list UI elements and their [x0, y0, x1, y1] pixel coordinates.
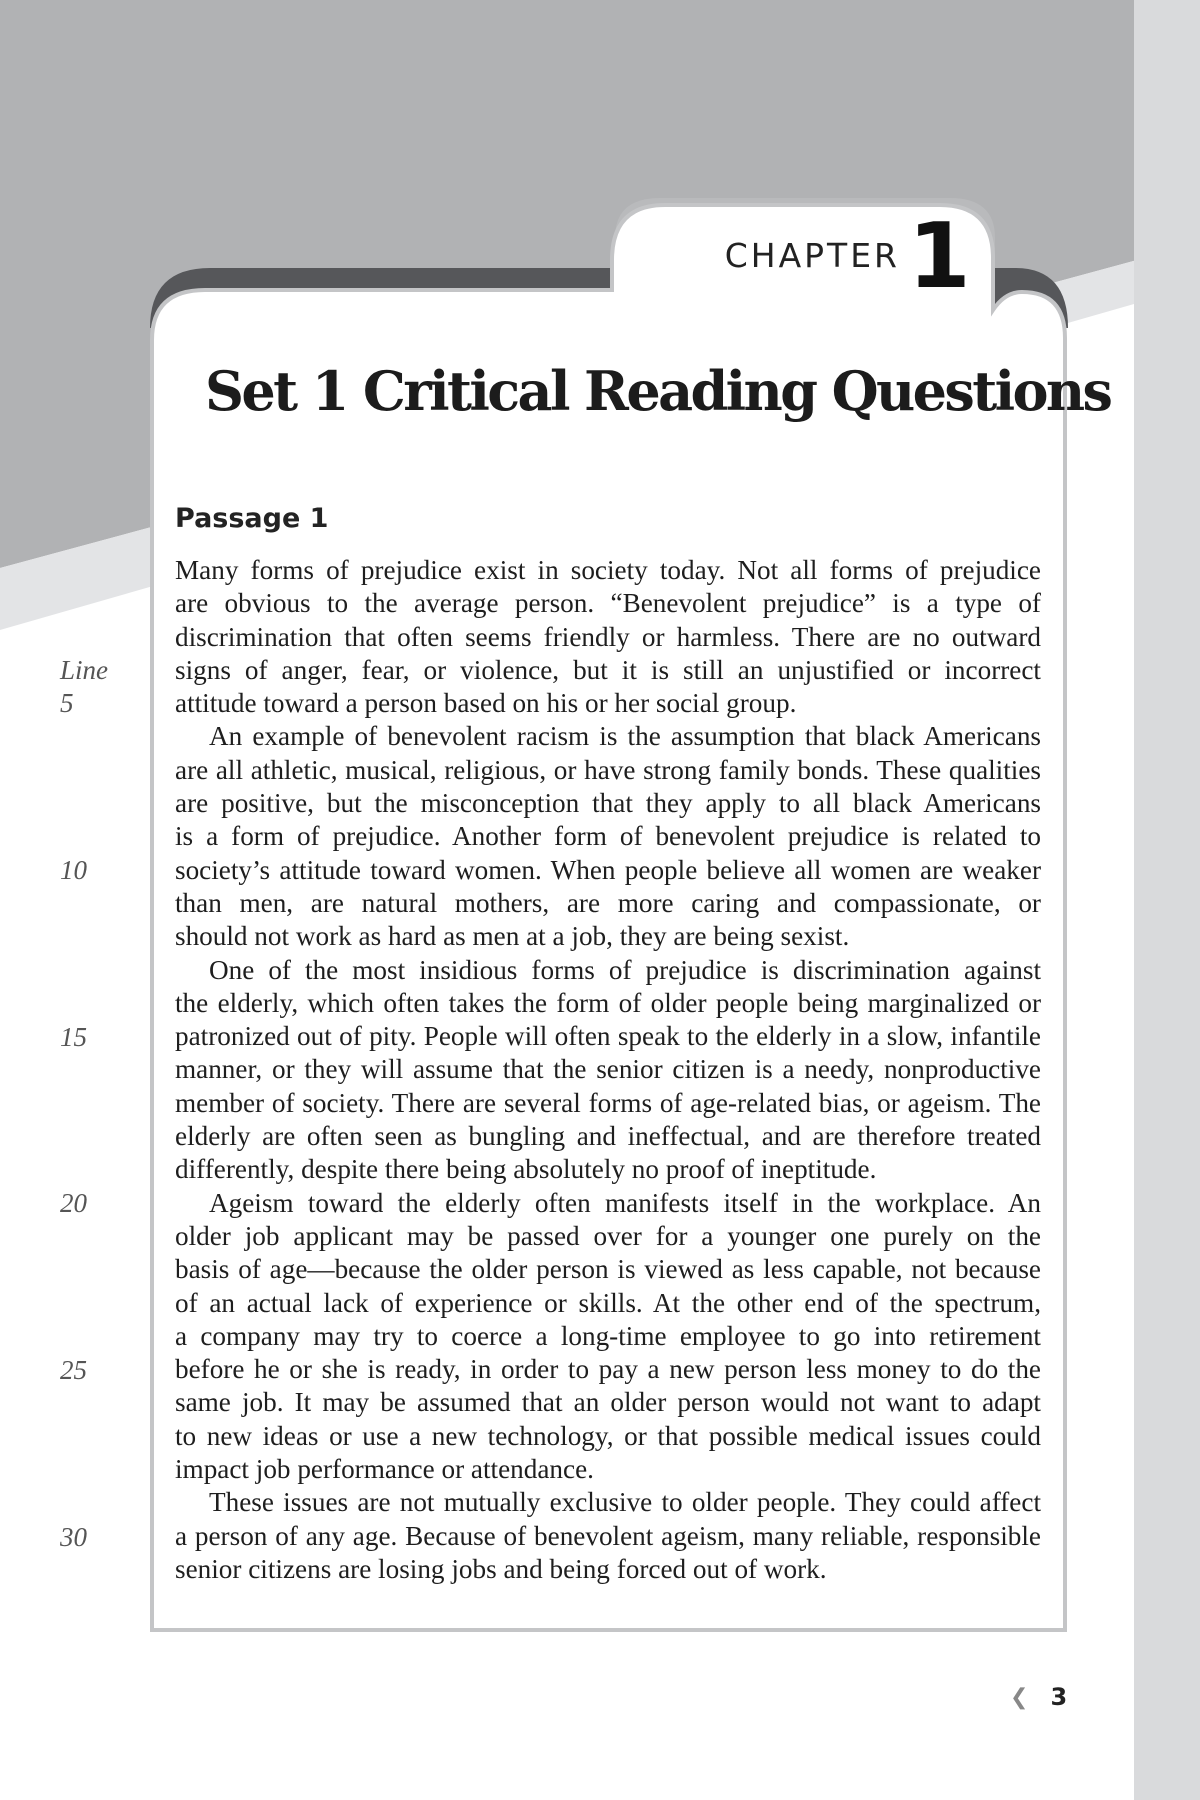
passage-line: attitude toward a person based on his or her social group. — [175, 688, 797, 719]
passage-line: basis of age—because the older person is viewed as less capable, not because — [175, 1254, 1041, 1285]
passage-line: are positive, but the misconception that they apply to all black Americans — [175, 788, 1041, 819]
passage-line: One of the most insidious forms of prejudice is discrimination against — [209, 954, 1041, 985]
passage-line: older job applicant may be passed over for a younger one purely on the — [175, 1220, 1041, 1251]
passage-line: impact job performance or attendance. — [175, 1454, 594, 1485]
line-number: 10 — [60, 855, 87, 885]
passage-text — [175, 554, 1041, 1586]
passage-heading: Passage 1 — [175, 503, 329, 534]
passage-line: These issues are not mutually exclusive to older people. They could affect — [209, 1487, 1041, 1518]
passage-line: manner, or they will assume that the senior citizen is a needy, nonproductive — [175, 1054, 1041, 1085]
passage-line: senior citizens are losing jobs and being forced out of work. — [175, 1553, 827, 1584]
passage-line: Many forms of prejudice exist in society today. Not all forms of prejudice — [175, 555, 1041, 585]
passage-line: Ageism toward the elderly often manifests itself in the workplace. An — [209, 1187, 1041, 1218]
passage-line: of an actual lack of experience or skills. At the other end of the spectrum, — [175, 1287, 1041, 1318]
passage-line: should not work as hard as men at a job, they are being sexist. — [175, 921, 850, 952]
chevron-left-icon: ❮ — [1010, 1684, 1029, 1710]
passage-line: elderly are often seen as bungling and ineffectual, and are therefore treated — [175, 1121, 1041, 1152]
passage-line: same job. It may be assumed that an older person would not want to adapt — [175, 1387, 1041, 1418]
page-edge-strip — [1134, 0, 1200, 1800]
passage-line: discrimination that often seems friendly or harmless. There are no outward — [175, 621, 1041, 652]
line-number: 25 — [60, 1355, 87, 1385]
passage-line: patronized out of pity. People will often speak to the elderly in a slow, infantile — [175, 1021, 1041, 1052]
passage-line: are all athletic, musical, religious, or have strong family bonds. These qualities — [175, 754, 1041, 785]
chapter-number: 1 — [908, 204, 971, 309]
passage-line: a company may try to coerce a long-time employee to go into retirement — [175, 1320, 1041, 1351]
chapter-label: CHAPTER — [724, 236, 900, 275]
passage-line: An example of benevolent racism is the assumption that black Americans — [209, 721, 1041, 752]
passage-line: are obvious to the average person. “Benevolent prejudice” is a type of — [175, 588, 1041, 619]
passage-line: member of society. There are several forms of age-related bias, or ageism. The — [175, 1087, 1041, 1118]
page-title: Set 1 Critical Reading Questions — [205, 359, 1111, 423]
passage-line: to new ideas or use a new technology, or that possible medical issues could — [175, 1420, 1041, 1451]
passage-line: the elderly, which often takes the form of older people being marginalized or — [175, 987, 1041, 1018]
line-label: Line — [60, 655, 109, 685]
line-number: 30 — [60, 1522, 87, 1552]
passage-line: a person of any age. Because of benevolent ageism, many reliable, responsible — [175, 1520, 1041, 1551]
passage-line: is a form of prejudice. Another form of benevolent prejudice is related to — [175, 821, 1041, 852]
line-number: 20 — [60, 1188, 87, 1218]
passage-line: than men, are natural mothers, are more caring and compassionate, or — [175, 887, 1041, 918]
line-number: 15 — [60, 1022, 87, 1052]
line-number: 5 — [60, 688, 74, 718]
passage-line: signs of anger, fear, or violence, but it is still an unjustified or incorrect — [175, 654, 1041, 685]
page-number: 3 — [1050, 1683, 1068, 1711]
passage-line: society’s attitude toward women. When people believe all women are weaker — [175, 854, 1041, 885]
passage-line: differently, despite there being absolutely no proof of ineptitude. — [175, 1154, 877, 1185]
page-footer — [1010, 1683, 1067, 1711]
passage-line: before he or she is ready, in order to pay a new person less money to do the — [175, 1354, 1041, 1385]
